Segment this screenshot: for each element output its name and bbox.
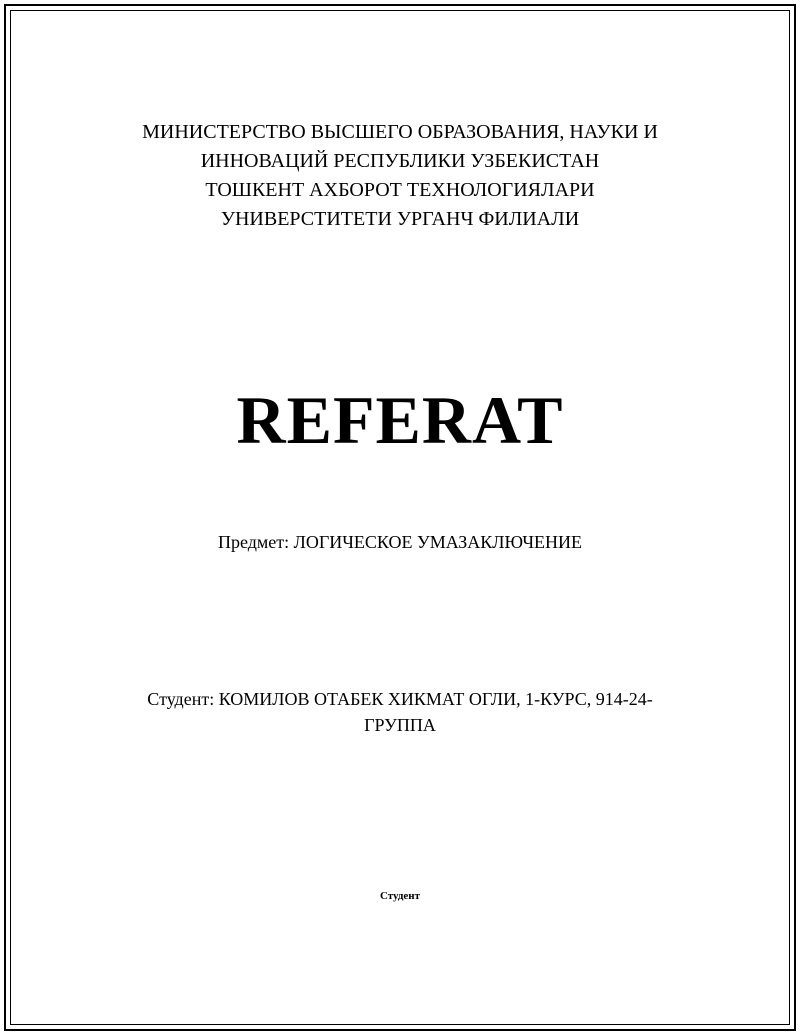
header-line: МИНИСТЕРСТВО ВЫСШЕГО ОБРАЗОВАНИЯ, НАУКИ И <box>142 121 658 143</box>
signature-label: Студент <box>379 890 421 902</box>
student-info <box>0 686 800 738</box>
subject-line: Предмет: ЛОГИЧЕСКОЕ УМАЗАКЛЮЧЕНИЕ <box>217 532 583 552</box>
header-line: УНИВЕРСТИТЕТИ УРГАНЧ ФИЛИАЛИ <box>220 208 580 230</box>
document-title: REFERAT <box>236 382 564 458</box>
student-line: ГРУППА <box>364 715 436 735</box>
institution-header <box>0 118 800 234</box>
header-line: ИННОВАЦИЙ РЕСПУБЛИКИ УЗБЕКИСТАН <box>200 150 600 172</box>
student-line: Студент: КОМИЛОВ ОТАБЕК ХИКМАТ ОГЛИ, 1-КУРС, 914-24- <box>147 689 653 709</box>
header-line: ТОШКЕНТ АХБОРОТ ТЕХНОЛОГИЯЛАРИ <box>205 179 595 201</box>
